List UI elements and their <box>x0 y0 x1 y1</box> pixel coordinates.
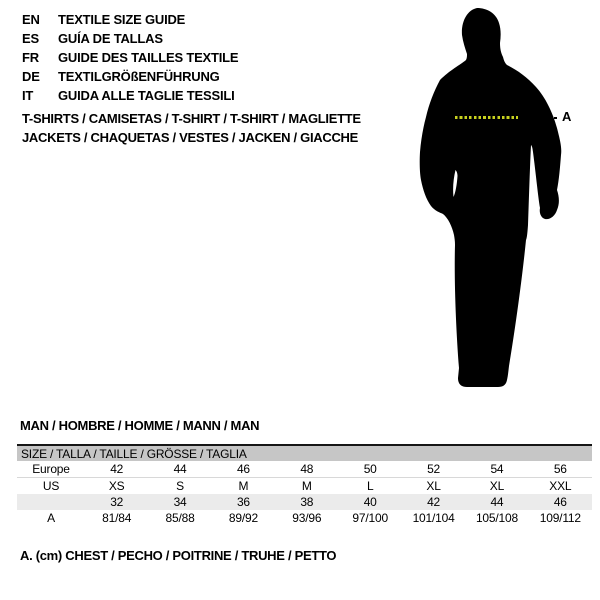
cell: 101/104 <box>412 511 455 525</box>
table-row-europe <box>17 461 592 478</box>
cell: 34 <box>148 494 211 510</box>
cell: M <box>238 479 249 493</box>
cell: 109/112 <box>539 511 581 525</box>
category-line-jackets: JACKETS / CHAQUETAS / VESTES / JACKEN / GIACCHE <box>22 130 358 145</box>
man-figure <box>410 0 600 400</box>
cell: M <box>301 479 312 493</box>
lang-row-it <box>22 86 238 105</box>
cell: L <box>366 479 374 493</box>
cell: 32 <box>85 494 148 510</box>
lang-label: GUIDA ALLE TAGLIE TESSILI <box>58 88 235 103</box>
chest-measure-line <box>455 116 518 119</box>
size-table-header-row <box>17 445 592 461</box>
row-label <box>17 494 85 510</box>
cell: 97/100 <box>352 511 388 525</box>
row-label: A <box>47 511 55 525</box>
cell: 36 <box>212 494 275 510</box>
cell: 44 <box>148 461 211 478</box>
row-label: Europe <box>17 461 85 478</box>
cell: 50 <box>339 461 402 478</box>
lang-label: TEXTILE SIZE GUIDE <box>58 12 186 27</box>
cell: 85/88 <box>165 511 195 525</box>
lang-label: GUIDE DES TAILLES TEXTILE <box>58 50 239 65</box>
cell: XS <box>108 479 125 493</box>
cell: 54 <box>465 461 528 478</box>
garment-categories <box>22 109 361 147</box>
cell: 56 <box>529 461 592 478</box>
cell: 42 <box>402 494 465 510</box>
table-row-numeric <box>17 494 592 510</box>
lang-label: TEXTILGRÖßENFÜHRUNG <box>58 69 220 84</box>
category-line-tshirts: T-SHIRTS / CAMISETAS / T-SHIRT / T-SHIRT / MAGLIETTE <box>22 111 361 126</box>
measure-marker-dashes <box>543 117 559 119</box>
language-list <box>22 10 238 105</box>
table-row-us <box>17 478 592 495</box>
lang-row-en <box>22 10 238 29</box>
cell: 44 <box>465 494 528 510</box>
size-table <box>17 444 592 526</box>
lang-code: IT <box>22 88 34 103</box>
cell: 46 <box>212 461 275 478</box>
lang-label: GUÍA DE TALLAS <box>58 31 163 46</box>
cell: 89/92 <box>228 511 258 525</box>
cell: 46 <box>529 494 592 510</box>
lang-code: FR <box>22 50 39 65</box>
lang-code: ES <box>22 31 39 46</box>
lang-row-de <box>22 67 238 86</box>
lang-row-es <box>22 29 238 48</box>
lang-code: DE <box>22 69 40 84</box>
cell: 52 <box>402 461 465 478</box>
man-silhouette <box>410 0 600 400</box>
size-table-wrap <box>17 444 592 526</box>
table-row-chest-cm <box>17 510 592 526</box>
cell: 105/108 <box>475 511 518 525</box>
measurement-footnote: A. (cm) CHEST / PECHO / POITRINE / TRUHE / PETTO <box>20 548 337 563</box>
cell: 81/84 <box>102 511 132 525</box>
row-label: US <box>42 479 60 493</box>
cell: S <box>176 479 184 493</box>
cell: XXL <box>549 479 572 493</box>
cell: 40 <box>339 494 402 510</box>
cell: XL <box>426 479 441 493</box>
lang-row-fr <box>22 48 238 67</box>
cell: 93/96 <box>292 511 322 525</box>
measure-label-a: A <box>562 109 572 124</box>
cell: 48 <box>275 461 338 478</box>
cell: 42 <box>85 461 148 478</box>
cell: 38 <box>275 494 338 510</box>
cell: XL <box>489 479 505 493</box>
section-title-man: MAN / HOMBRE / HOMME / MANN / MAN <box>20 418 260 433</box>
size-table-header: SIZE / TALLA / TAILLE / GRÖSSE / TAGLIA <box>17 445 592 461</box>
lang-code: EN <box>22 12 40 27</box>
